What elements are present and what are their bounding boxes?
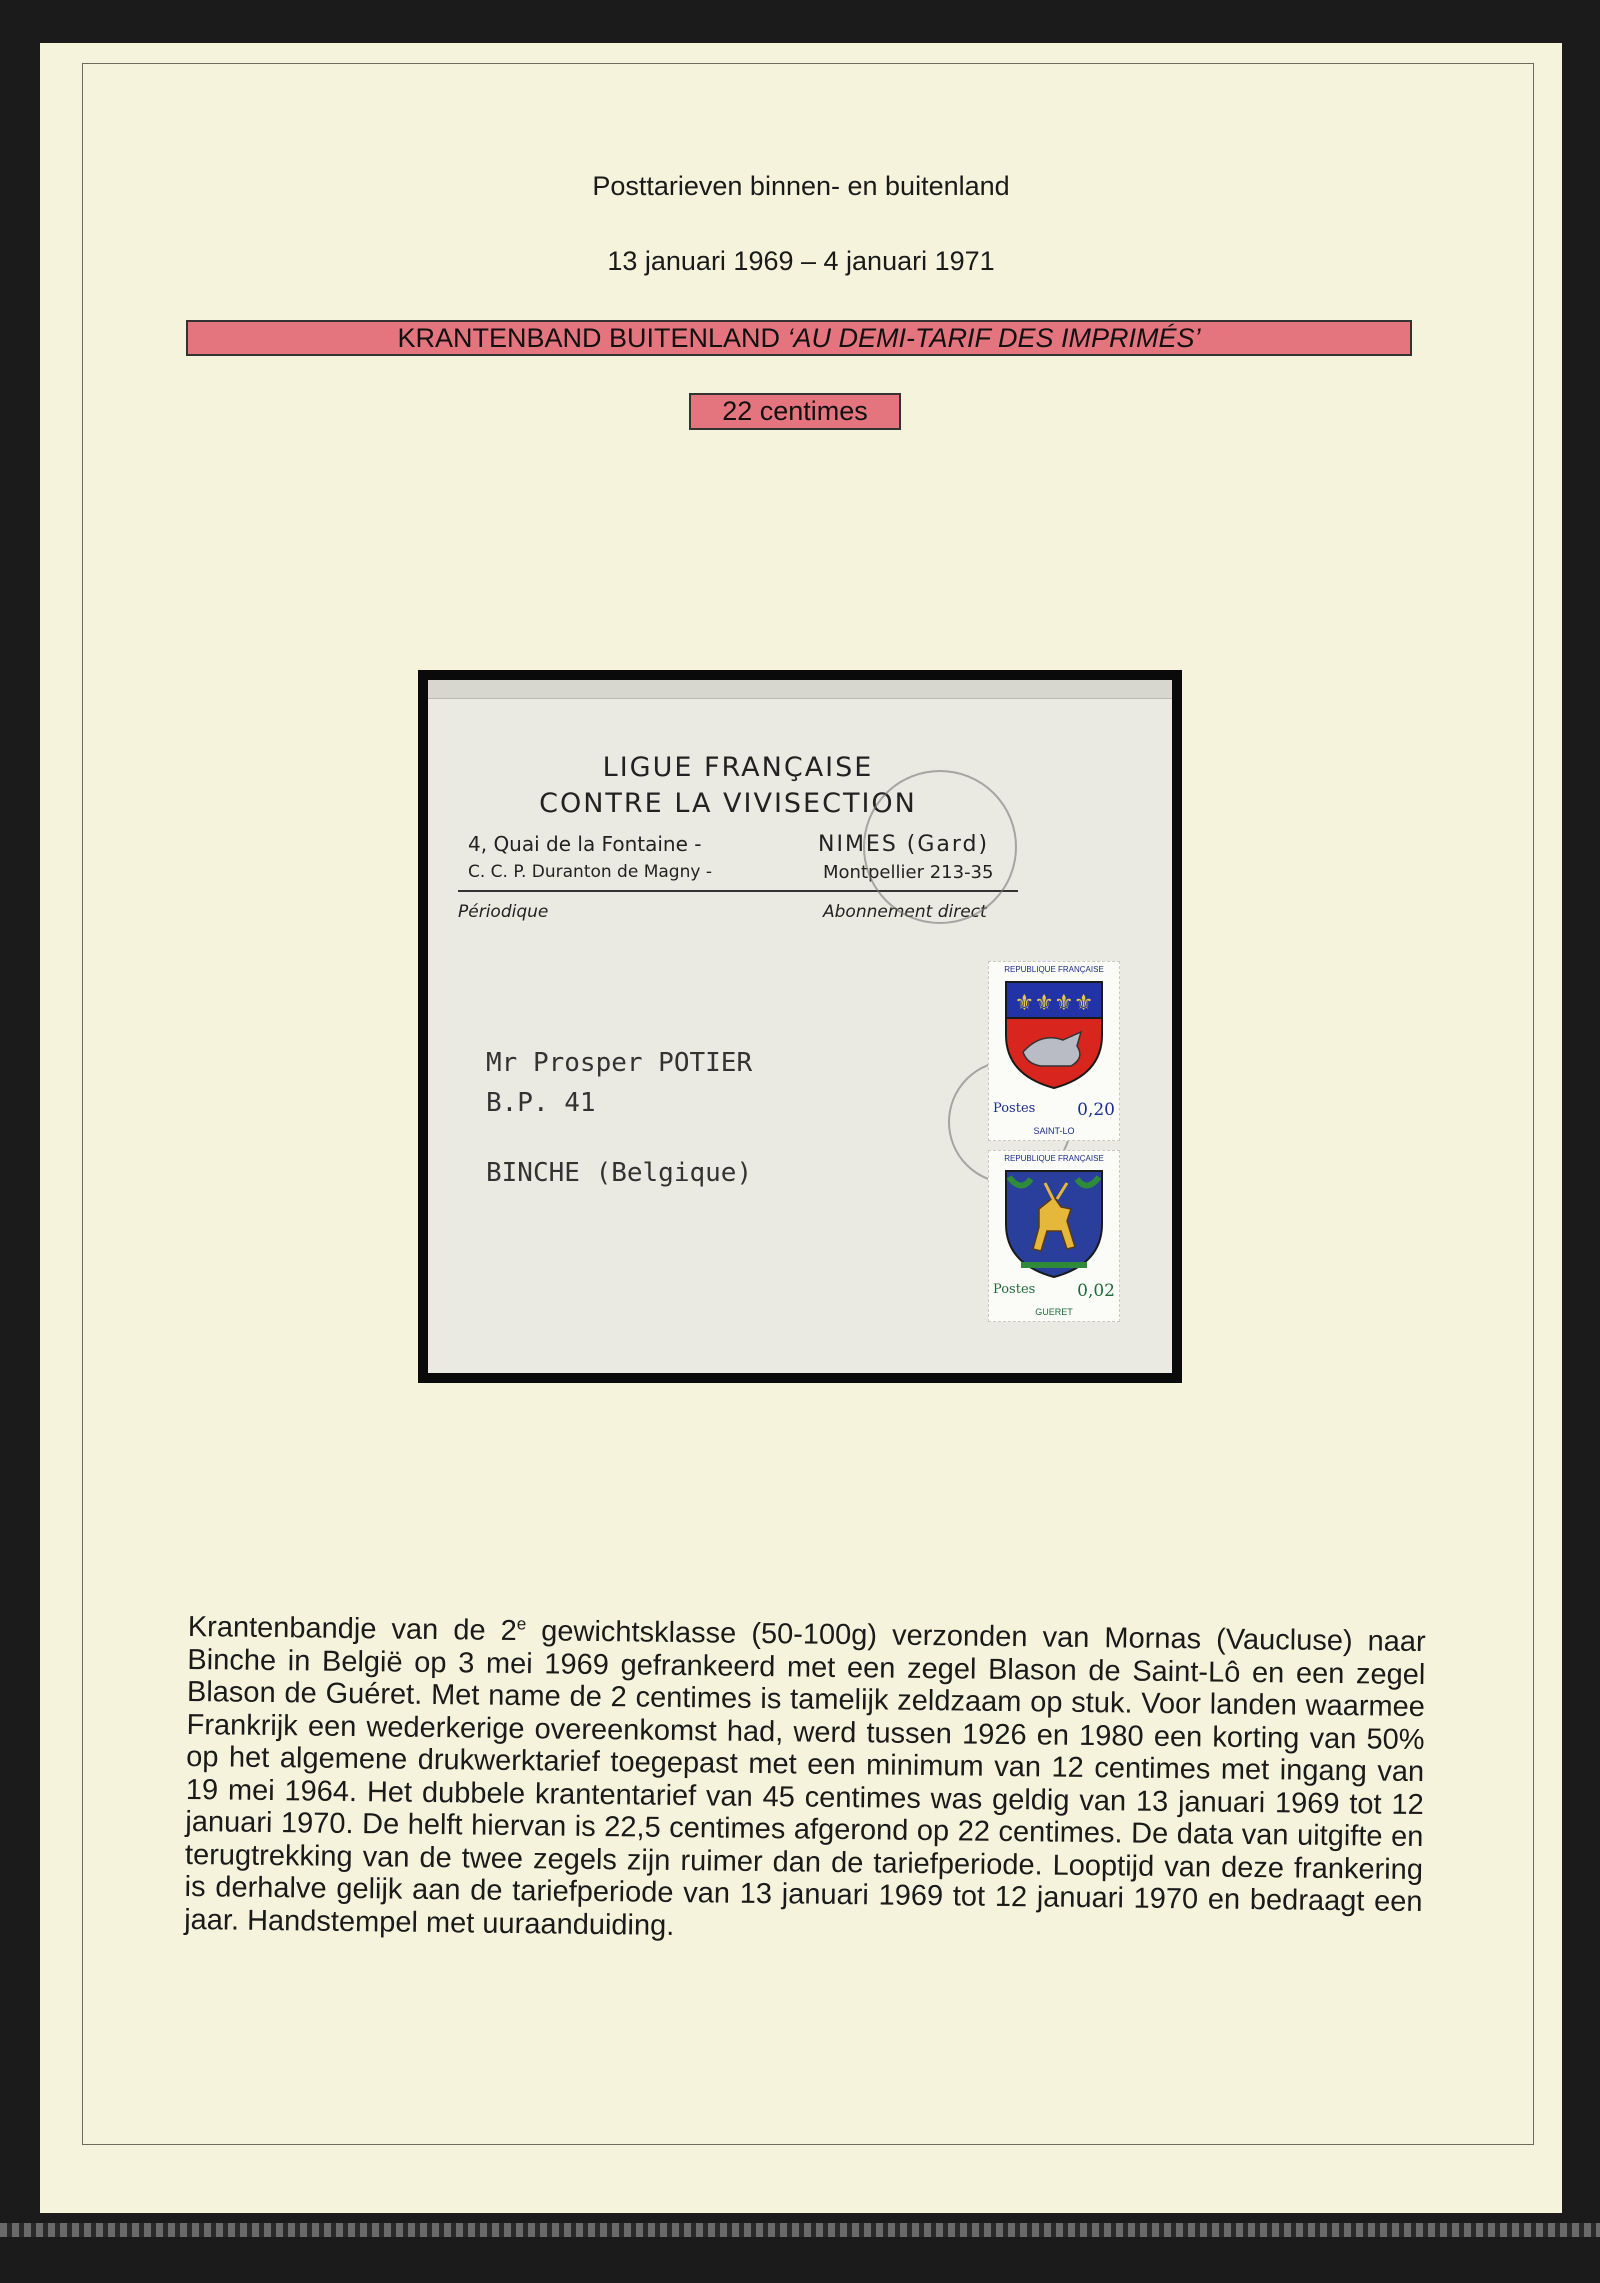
stamp-blason-gueret bbox=[988, 1150, 1120, 1322]
stamp-postes: Postes bbox=[993, 1282, 1036, 1297]
section-banner bbox=[186, 320, 1412, 356]
sender-org-line2: CONTRE LA VIVISECTION bbox=[539, 788, 917, 819]
banner-italic-text: ‘AU DEMI-TARIF DES IMPRIMÉS’ bbox=[787, 323, 1201, 353]
stamp-value: 0,02 bbox=[1077, 1281, 1115, 1301]
binder-strip bbox=[0, 2223, 1600, 2237]
tariff-period: 13 januari 1969 – 4 januari 1971 bbox=[607, 246, 995, 276]
stamp-town: SAINT-LO bbox=[1033, 1126, 1075, 1136]
sender-city: NIMES (Gard) bbox=[818, 832, 990, 857]
description-text bbox=[184, 1611, 1426, 1951]
stamp-postes: Postes bbox=[993, 1101, 1036, 1116]
periodic-note: Périodique bbox=[458, 902, 549, 922]
stamp-country: REPUBLIQUE FRANÇAISE bbox=[1004, 965, 1104, 974]
recipient-town: BINCHE (Belgique) bbox=[486, 1158, 753, 1188]
recipient-name: Mr Prosper POTIER bbox=[486, 1048, 753, 1078]
rate-label: 22 centimes bbox=[689, 393, 901, 430]
stamp-blason-saint-lo bbox=[988, 961, 1120, 1141]
newspaper-wrapper-mount bbox=[418, 670, 1182, 1383]
saint-lo-coat-of-arms-icon bbox=[1001, 980, 1107, 1090]
description-part2: gewichtsklasse (50-100g) verzonden van Mornas (Vaucluse) naar Binche in België op 3 mei 1969 gefrankeerd met een zegel Blason de Saint-Lô en een zegel Blason de Guéret. Met name de 2 centimes is tamelijk zeldzaam op stuk. Voor landen waarmee Frankrijk een wederkerige overeenkomst had, werd tussen 1926 en 1980 een korting van 50% op het algemene drukwerktarief toegepast met een minimum van 12 centimes met ingang van 19 mei 1964. Het dubbele krantentarief van 45 centimes was geldig van 13 januari 1969 tot 12 januari 1970. De helft hiervan is 22,5 centimes afgerond op 22 centimes. De data van uitgifte en terugtrekking van de twee zegels zijn ruimer dan de tariefperiode. Looptijd van deze frankering is derhalve gelijk aan de tariefperiode van 13 januari 1969 tot 12 januari 1970 en bedraagt een jaar. Handstempel met uuraanduiding. bbox=[184, 1615, 1426, 1942]
sender-account: Montpellier 213-35 bbox=[823, 862, 994, 883]
recipient-po-box: B.P. 41 bbox=[486, 1088, 596, 1118]
sender-address-line2: C. C. P. Duranton de Magny - bbox=[468, 862, 712, 882]
postmark-cancel bbox=[863, 770, 1017, 924]
description-part1: Krantenbandje van de 2 bbox=[187, 1611, 517, 1648]
subscription-note: Abonnement direct bbox=[823, 902, 987, 922]
album-page bbox=[40, 43, 1562, 2213]
svg-text:⚜⚜⚜⚜: ⚜⚜⚜⚜ bbox=[1014, 991, 1094, 1016]
page-title: Posttarieven binnen- en buitenland bbox=[592, 171, 1010, 201]
sender-address-line1: 4, Quai de la Fontaine - bbox=[468, 832, 702, 856]
stamp-country: REPUBLIQUE FRANÇAISE bbox=[1004, 1154, 1104, 1163]
stamp-town: GUERET bbox=[1035, 1307, 1073, 1317]
banner-text: KRANTENBAND BUITENLAND bbox=[397, 323, 788, 353]
gueret-coat-of-arms-icon bbox=[1001, 1169, 1107, 1279]
stamp-value: 0,20 bbox=[1077, 1100, 1115, 1120]
newspaper-wrapper bbox=[428, 680, 1172, 1373]
sender-org-line1: LIGUE FRANÇAISE bbox=[602, 752, 874, 783]
description-superscript: e bbox=[516, 1614, 527, 1634]
wrapper-fold bbox=[428, 680, 1172, 699]
